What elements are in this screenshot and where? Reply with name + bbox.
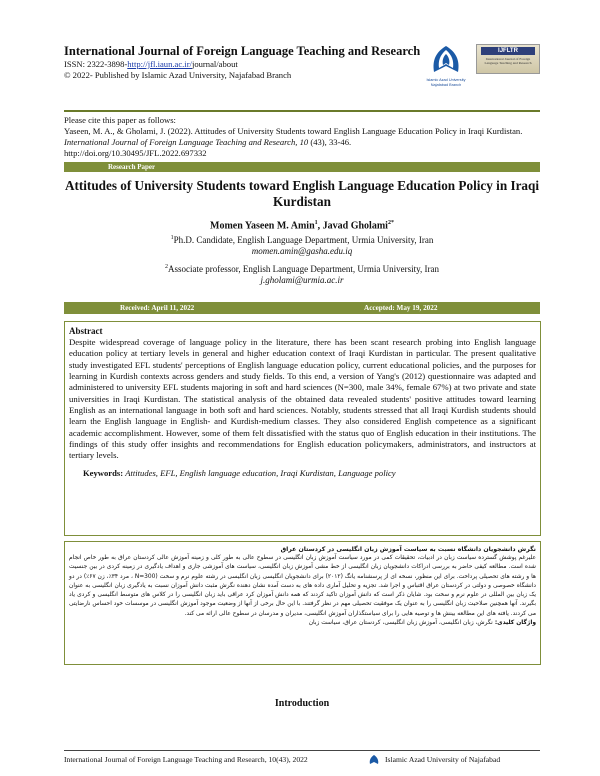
- cover-subtitle: International Journal of Foreign Language Teaching and Research: [484, 57, 532, 65]
- paper-type-banner: [64, 162, 540, 172]
- journal-title: International Journal of Foreign Language Teaching and Research: [64, 44, 421, 58]
- abstract-heading: Abstract: [69, 326, 103, 336]
- article-title: Attitudes of University Students toward English Language Education Policy in Iraqi Kurdistan: [64, 178, 540, 209]
- author-separator: ,: [317, 220, 323, 232]
- abstract-text: Despite widespread coverage of language policy in the literature, there has been scant research probing into English language education policy at tertiary levels in general and higher education context of Iraqi Kurdistan in particular. The present qualitative study investigated EFL students' perceptions of English language education policy, current educational policies, and the purposes for learning in Kurdish contexts across genders and study fields. To this end, a version of Yang's (2012) questionnaire was adapted and administered to university EFL students majoring in soft and hard sciences (N=300, male 34%, female 67%) at two private and state universities in Iraqi Kurdistan. The statistical analysis of the obtained data revealed students' positive attitudes toward learning English as an international language in both soft and hard sciences. Notably, students stressed that all Iraqi Kurdish students should learn the English language in English- and Kurdish-medium classes. They also considered English competence as a significant academic accomplishment. However, some of them felt dissatisfied with the status quo of English education in their institutions. The findings of this study offer insights and recommendations for English education policymakers, administrators, and instructors at tertiary levels.: [69, 337, 536, 461]
- email-2[interactable]: j.gholami@urmia.ac.ir: [260, 275, 344, 286]
- citation-issue: (43), 33-46.: [308, 137, 352, 147]
- affiliation-2-sup: 2: [165, 263, 168, 270]
- citation-authors: Yaseen, M. A., & Gholami, J. (2022). Attitudes of University Students toward English Language Education Policy in Iraqi Kurdistan.: [64, 126, 523, 136]
- introduction-heading: Introduction: [274, 698, 330, 709]
- author-names: [64, 218, 540, 232]
- paper-type-label: Research Paper: [108, 163, 156, 171]
- dates-banner: [64, 302, 540, 314]
- citation-reference: [64, 126, 540, 148]
- university-logo: [426, 44, 466, 88]
- citation-journal: International Journal of Foreign Language Teaching and Research, 10: [64, 137, 309, 147]
- keywords-list: Attitudes, EFL, English language education, Iraqi Kurdistan, Language policy: [125, 467, 396, 478]
- accepted-date: Accepted: May 19, 2022: [364, 304, 438, 312]
- persian-keywords-line: [69, 619, 536, 628]
- persian-keywords-list: نگرش، زبان انگلیسی، آموزش زبان انگلیسی، کردستان عراق، سیاست زبان: [308, 620, 493, 627]
- author-2: Javad Gholami: [322, 220, 388, 232]
- cover-title: IJFLTR: [481, 47, 535, 55]
- university-logo-caption: Islamic Azad University Najafabad Branch: [426, 78, 466, 87]
- keywords-line: [69, 468, 536, 479]
- header-divider: [64, 110, 540, 112]
- footer-university: [368, 755, 500, 765]
- citation-label: Please cite this paper as follows:: [64, 115, 176, 125]
- journal-cover-thumbnail: [476, 44, 540, 74]
- footer-journal: International Journal of Foreign Language Teaching and Research, 10(43), 2022: [64, 755, 308, 764]
- university-emblem-icon: [426, 44, 466, 78]
- author-2-sup: 2*: [387, 220, 394, 226]
- issn-text: ISSN: 2322-3898-: [64, 59, 128, 69]
- citation-block: [64, 115, 540, 159]
- university-emblem-small-icon: [368, 755, 380, 765]
- journal-header: [64, 44, 540, 106]
- persian-abstract-text: علیرغم پوشش گسترده سیاست زبان در ادبیات، تحقیقات کمی در مورد سیاست آموزش زبان انگلیسی در سطوح عالی به طور کلی و زمینه آموزش عالی کردستان عراق به طور خاص انجام شده است. مطالعه کیفی حاضر به بررسی ادراکات دانشجویان زبان انگلیسی از خط مشی آموزش زبان انگلیسی، سیاست های آموزشی جاری و اهداف یادگیری در زمینه کردی در بین جنسیت ها و رشته های تحصیلی پرداخت. برای این منظور، نسخه ای از پرسشنامه یانگ (۲۰۱۲) برای دانشجویان انگلیسی زبان انگلیسی در رشته علوم نرم و سخت (N=300 ، مرد ۳۴٪، زن ۶۷٪) در دو دانشگاه خصوصی و دولتی در کردستان عراق اقتباس و اجرا شد. تجزیه و تحلیل آماری داده های به دست آمده نشان دهنده نگرش مثبت دانش آموزان نسبت به یادگیری زبان انگلیسی به عنوان یک زبان بین المللی در علوم نرم و سخت بود. شایان ذکر است که دانش آموزان تاکید کردند که همه دانش آموزان کرد عراقی باید زبان انگلیسی را در کلاس های متوسط انگلیسی و کردی یاد بگیرند. آنها همچنین صلاحیت زبان انگلیسی را به عنوان یک موفقیت تحصیلی مهم در نظر گرفتند. با این حال برخی از آنها از وضعیت موجود آموزش انگلیسی در موسسات خود احساس نارضایتی می کردند. یافته های این مطالعه بینش ها و توصیه هایی را برای سیاستگذاران آموزش انگلیسی، مدیران و مدرسان در سطوح عالی ارائه می کند.: [69, 555, 536, 617]
- email-1[interactable]: momen.amin@gasha.edu.iq: [251, 246, 353, 257]
- persian-keywords-label: واژگان کلیدی:: [492, 620, 536, 627]
- citation-doi[interactable]: http://doi.org/10.30495/JFL.2022.697332: [64, 148, 207, 158]
- affiliation-2-text: Associate professor, English Language Department, Urmia University, Iran: [168, 263, 439, 274]
- footer-university-text: Islamic Azad University of Najafabad: [385, 755, 501, 764]
- footer-divider: [64, 750, 540, 751]
- received-date: Received: April 11, 2022: [120, 304, 195, 312]
- affiliation-1-text: Ph.D. Candidate, English Language Department, Urmia University, Iran: [173, 234, 434, 245]
- affiliation-2: [64, 262, 540, 276]
- affiliation-1: [64, 233, 540, 247]
- affiliation-1-sup: 1: [170, 234, 174, 241]
- issn-suffix: journal/about: [191, 59, 238, 69]
- author-1: Momen Yaseen M. Amin: [210, 220, 315, 232]
- copyright-line: © 2022- Published by Islamic Azad University, Najafabad Branch: [64, 70, 292, 80]
- keywords-label: Keywords:: [83, 467, 126, 478]
- journal-link[interactable]: http://jfl.iaun.ac.ir/: [127, 59, 192, 69]
- abstract-box: [64, 321, 541, 536]
- persian-abstract-box: [64, 541, 541, 665]
- header-logos: [426, 44, 540, 88]
- author-1-sup: 1: [314, 220, 318, 226]
- author-block: [64, 218, 540, 287]
- persian-title: نگرش دانشجویان دانشگاه نسبت به سیاست آموزش زبان انگلیسی در کردستان عراق: [280, 546, 536, 553]
